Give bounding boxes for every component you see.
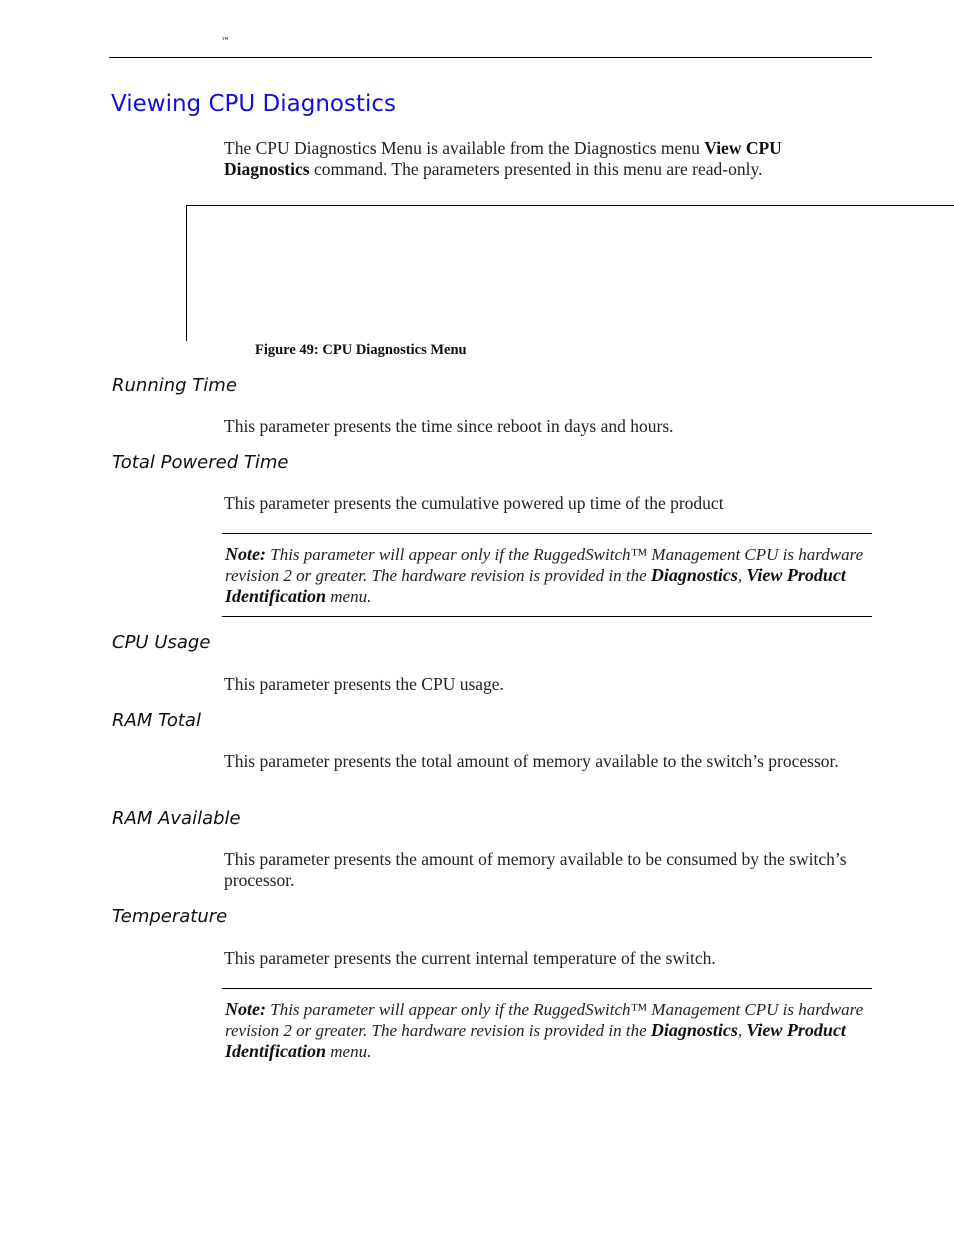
description-ram-total: This parameter presents the total amount of memory available to the switch’s processor. bbox=[224, 751, 839, 771]
description-temperature: This parameter presents the current internal temperature of the switch. bbox=[224, 948, 716, 968]
note-label: Note: bbox=[225, 544, 266, 564]
note-box bbox=[222, 988, 872, 1062]
figure-frame bbox=[186, 205, 954, 341]
intro-text-1: The CPU Diagnostics Menu is available from the Diagnostics menu bbox=[224, 138, 705, 158]
heading-total-powered-time: Total Powered Time bbox=[112, 452, 289, 473]
intro-text-2: command. The parameters presented in this menu are read-only. bbox=[309, 159, 763, 179]
header-rule bbox=[109, 57, 872, 58]
note-text-2: menu. bbox=[326, 587, 372, 606]
note-box bbox=[222, 533, 872, 617]
heading-ram-total: RAM Total bbox=[112, 710, 201, 731]
section-title: Viewing CPU Diagnostics bbox=[111, 91, 396, 117]
note-menu-product-identification: View Product Identification bbox=[225, 1020, 846, 1061]
note-menu-diagnostics: Diagnostics bbox=[650, 1020, 738, 1040]
note-menu-product-identification: View Product Identification bbox=[225, 565, 846, 606]
heading-cpu-usage: CPU Usage bbox=[112, 632, 211, 653]
note-separator: , bbox=[737, 1021, 747, 1040]
description-cpu-usage: This parameter presents the CPU usage. bbox=[224, 674, 504, 694]
heading-ram-available: RAM Available bbox=[112, 808, 241, 829]
heading-temperature: Temperature bbox=[112, 906, 228, 927]
description-total-powered-time: This parameter presents the cumulative powered up time of the product bbox=[224, 493, 724, 513]
note-menu-diagnostics: Diagnostics bbox=[650, 565, 738, 585]
note-text-2: menu. bbox=[326, 1042, 372, 1061]
intro-paragraph bbox=[224, 138, 864, 180]
note-label: Note: bbox=[225, 999, 266, 1019]
heading-running-time: Running Time bbox=[112, 375, 237, 396]
intro-command-name: View CPU Diagnostics bbox=[224, 138, 782, 179]
description-running-time: This parameter presents the time since reboot in days and hours. bbox=[224, 416, 674, 436]
note-separator: , bbox=[737, 566, 747, 585]
note-text-1: This parameter will appear only if the RuggedSwitch™ Management CPU is hardware revision 2 or greater. The hardware revision is provided in the bbox=[225, 545, 864, 585]
note-text-1: This parameter will appear only if the RuggedSwitch™ Management CPU is hardware revision 2 or greater. The hardware revision is provided in the bbox=[225, 1000, 864, 1040]
description-ram-available: This parameter presents the amount of memory available to be consumed by the switch’s processor. bbox=[224, 849, 847, 890]
figure-caption: Figure 49: CPU Diagnostics Menu bbox=[255, 342, 467, 358]
trademark-symbol: ™ bbox=[221, 37, 230, 47]
